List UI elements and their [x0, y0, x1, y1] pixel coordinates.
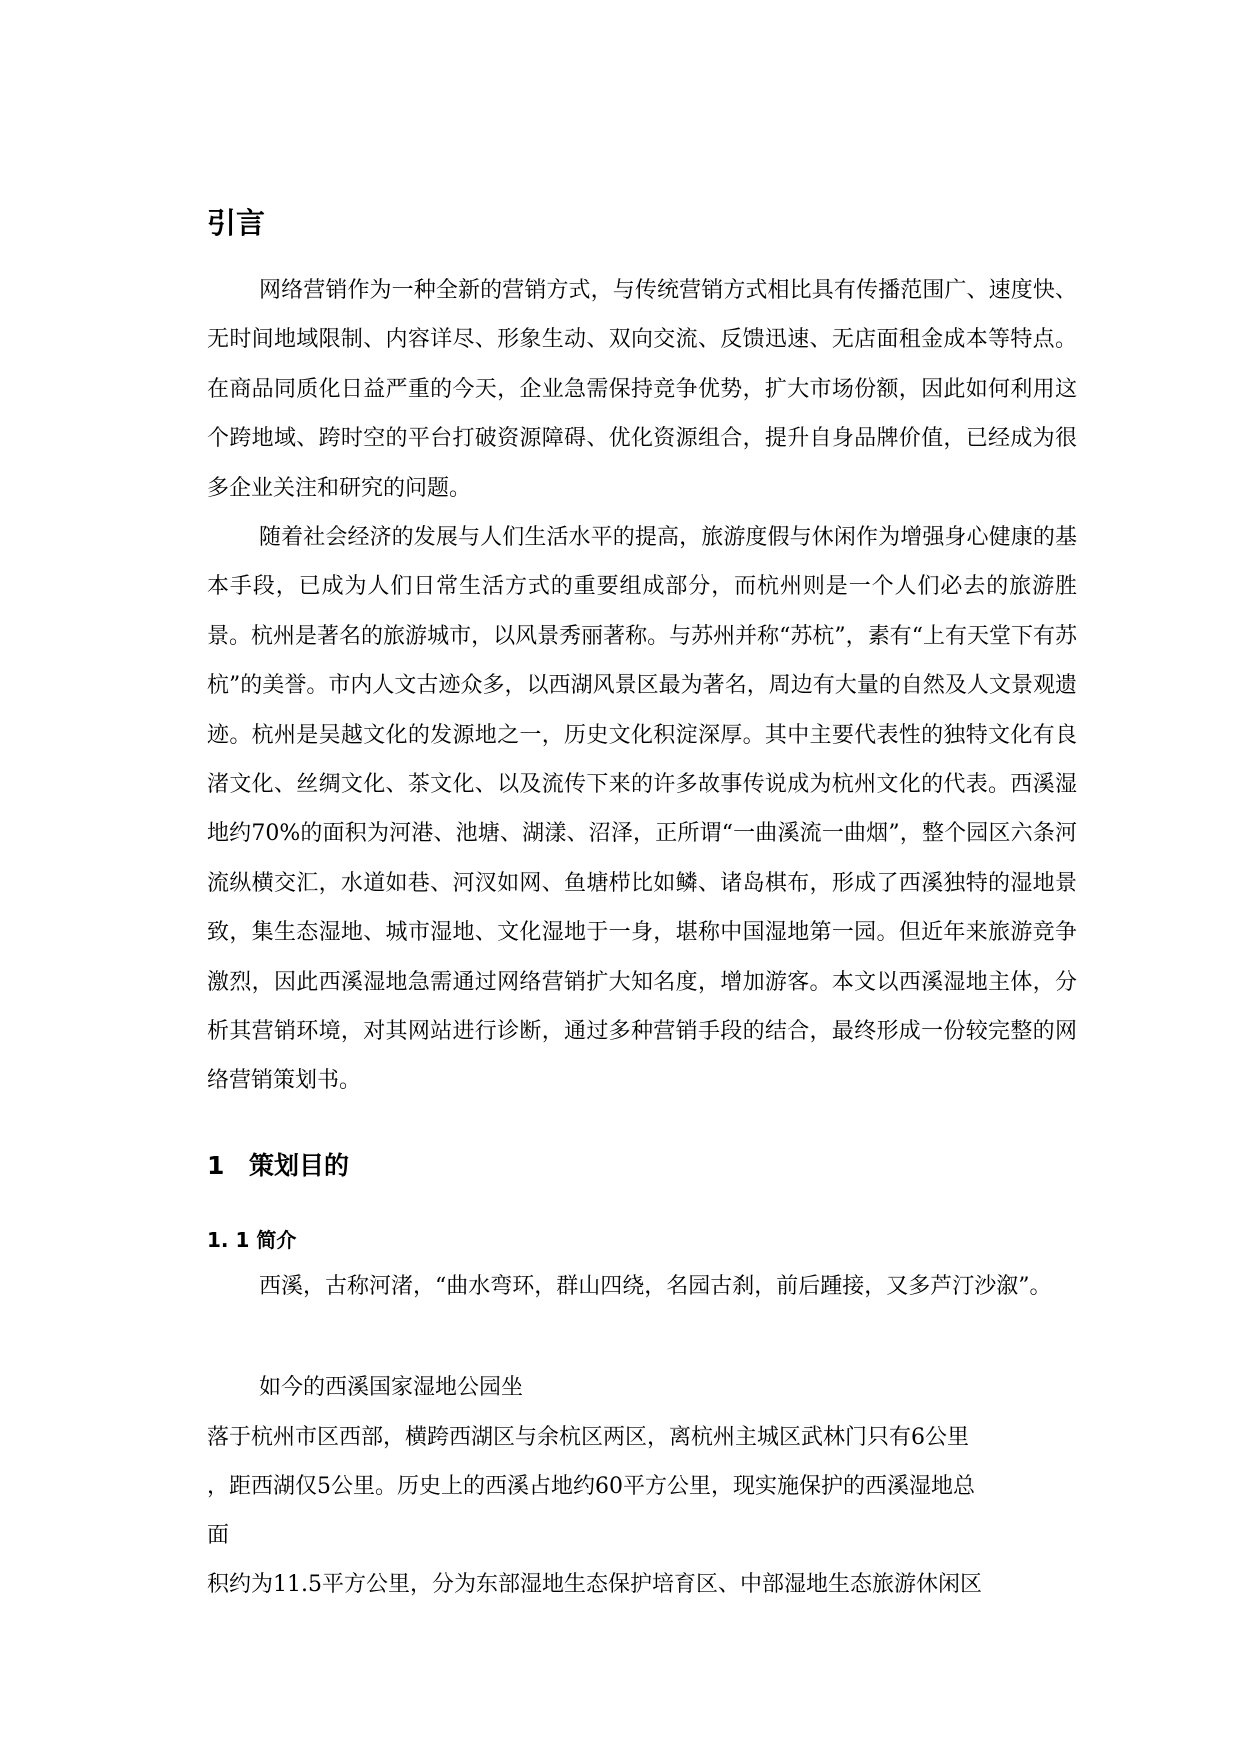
text-line: 面	[207, 1523, 230, 1548]
section-1-number: 1	[207, 1151, 225, 1180]
intro-xixi-paragraph: 西溪，古称河渚，“曲水弯环，群山四绕，名园古刹，前后踵接，又多芦汀沙溆”。	[259, 1274, 1052, 1299]
text-line: 落于杭州市区西部，横跨西湖区与余杭区两区，离杭州主城区武林门只有6公里	[207, 1425, 969, 1450]
section-1-heading	[207, 1146, 349, 1186]
text-line: 积约为11.5平方公里，分为东部湿地生态保护培育区、中部湿地生态旅游休闲区	[207, 1572, 982, 1597]
text-line: 如今的西溪国家湿地公园坐	[259, 1375, 524, 1400]
section-1-title: 策划目的	[249, 1151, 350, 1180]
intro-paragraph-1: 网络营销作为一种全新的营销方式，与传统营销方式相比具有传播范围广、速度快、无时间地域限制、内容详尽、形象生动、双向交流、反馈迅速、无店面租金成本等特点。在商品同质化日益严重的今天，企业急需保持竞争优势，扩大市场份额，因此如何利用这个跨地域、跨时空的平台打破资源障碍、优化资源组合，提升自身品牌价值，已经成为很多企业关注和研究的问题。	[207, 278, 1077, 501]
intro-heading: 引言	[207, 206, 266, 240]
section-1-1-heading: 1. 1 简介	[207, 1228, 297, 1252]
intro-paragraph-2: 随着社会经济的发展与人们生活水平的提高，旅游度假与休闲作为增强身心健康的基本手段，已成为人们日常生活方式的重要组成部分，而杭州则是一个人们必去的旅游胜景。杭州是著名的旅游城市，以风景秀丽著称。与苏州并称“苏杭”，素有“上有天堂下有苏杭”的美誉。市内人文古迹众多，以西湖风景区最为著名，周边有大量的自然及人文景观遗迹。杭州是吴越文化的发源地之一，历史文化积淀深厚。其中主要代表性的独特文化有良渚文化、丝绸文化、茶文化、以及流传下来的许多故事传说成为杭州文化的代表。西溪湿地约70%的面积为河港、池塘、湖漾、沼泽，正所谓“一曲溪流一曲烟”，整个园区六条河流纵横交汇，水道如巷、河汊如网、鱼塘栉比如鳞、诸岛棋布，形成了西溪独特的湿地景致，集生态湿地、城市湿地、文化湿地于一身，堪称中国湿地第一园。但近年来旅游竞争激烈，因此西溪湿地急需通过网络营销扩大知名度，增加游客。本文以西溪湿地主体，分析其营销环境，对其网站进行诊断，通过多种营销手段的结合，最终形成一份较完整的网络营销策划书。	[207, 525, 1077, 1094]
text-line: ，距西湖仅5公里。历史上的西溪占地约60平方公里，现实施保护的西溪湿地总	[207, 1474, 975, 1499]
